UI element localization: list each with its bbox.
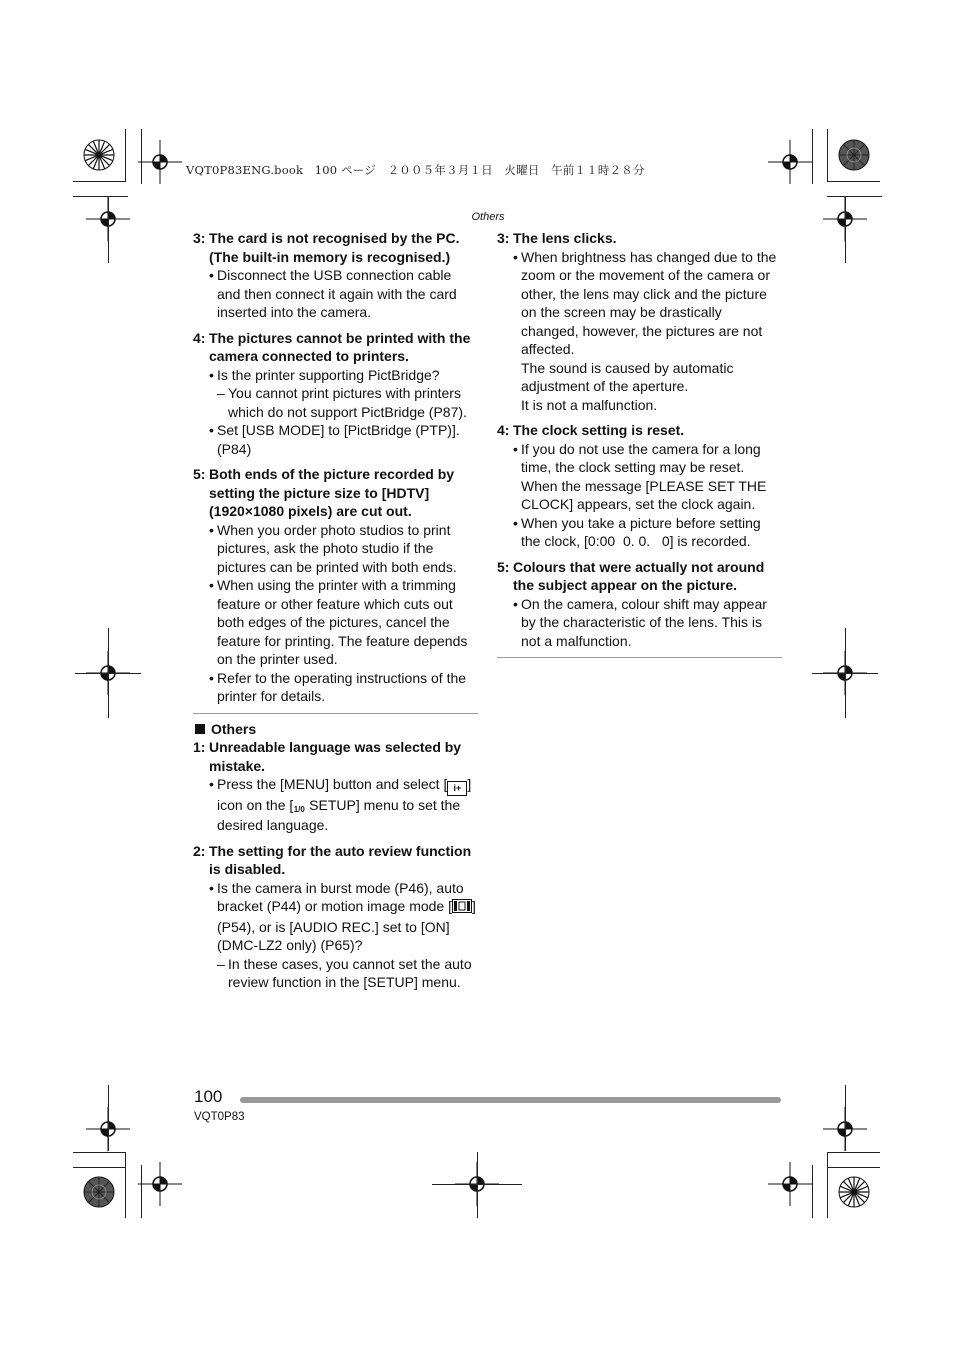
crop-line — [108, 628, 109, 718]
dash-text: In these cases, you cannot set the auto review function in the [SETUP] menu. — [228, 955, 472, 990]
motion-image-icon — [452, 899, 472, 918]
registration-target-icon — [138, 1162, 182, 1206]
bullet-mark: • — [209, 879, 214, 896]
crop-line — [827, 181, 880, 182]
crop-line — [845, 628, 846, 718]
model-code: VQT0P83 — [194, 1111, 245, 1123]
setup-icon: 1/0 — [293, 805, 305, 814]
bullet-text-part: Press the [MENU] button and select [ — [217, 776, 448, 792]
dash-text: You cannot print pictures with printers which do not support PictBridge (P87). — [228, 385, 467, 420]
question-heading — [497, 421, 782, 440]
sunburst-disc-icon — [83, 139, 115, 171]
bullet-item — [497, 514, 782, 551]
bullet-item — [497, 595, 782, 651]
crop-line — [812, 1165, 813, 1218]
question-number: 5: — [497, 558, 510, 575]
bullet-text: When you order photo studios to print pictures, ask the photo studio if the pictures can be printed with both ends. — [217, 521, 457, 575]
grey-disc-icon — [838, 139, 870, 171]
question-heading — [497, 558, 782, 595]
bullet-text: When brightness has changed due to the zoom or the movement of the camera or other, the lens may click and the picture on the screen may be drastically changed, however, the pictures are not affected. — [521, 248, 777, 357]
question-title: Unreadable language was selected by mistake. — [209, 739, 462, 774]
question-title: The card is not recognised by the PC. (The built-in memory is recognised.) — [209, 230, 460, 265]
question-number: 5: — [193, 466, 206, 482]
bullet-text: If you do not use the camera for a long time, the clock setting may be reset. When the message [PLEASE SET THE CLOCK] appears, set the clock again. — [521, 440, 767, 512]
bullet-text: When you take a picture before setting the clock, [0:00 0. 0. 0] is recorded. — [521, 514, 765, 549]
crop-line — [845, 197, 846, 263]
bullet-text-part: Is the camera in burst mode (P46), auto bracket (P44) or motion image mode [ — [217, 879, 464, 914]
others-heading — [193, 720, 478, 739]
crop-line — [73, 1167, 126, 1168]
bullet-item — [193, 775, 478, 835]
bullet-mark: • — [209, 366, 214, 383]
question-number: 1: — [193, 739, 206, 755]
crop-line — [845, 1085, 846, 1151]
question-number: 2: — [193, 842, 206, 859]
registration-target-icon — [768, 140, 812, 184]
question-title: The clock setting is reset. — [513, 422, 685, 438]
left-column — [193, 229, 478, 992]
bullet-text — [217, 775, 478, 835]
crop-line — [477, 1152, 478, 1218]
question-title: The pictures cannot be printed with the camera connected to printers. — [209, 329, 471, 364]
bullet-text — [217, 879, 478, 955]
registration-target-icon — [138, 140, 182, 184]
bullet-text: On the camera, colour shift may appear by the characteristic of the lens. This is not a malfunction. — [521, 595, 767, 649]
bullet-mark: • — [513, 248, 518, 265]
bullet-mark: • — [209, 422, 214, 438]
right-column — [497, 229, 782, 664]
bullet-text: Is the printer supporting PictBridge? — [217, 366, 440, 383]
bullet-mark: • — [513, 440, 518, 457]
divider — [193, 713, 478, 714]
question-title: The setting for the auto review function is disabled. — [209, 842, 472, 877]
crop-line — [73, 1152, 126, 1153]
bullet-item — [193, 521, 478, 577]
question-heading — [497, 229, 782, 248]
page-number: 100 — [194, 1087, 223, 1106]
bullet-mark: • — [513, 514, 518, 531]
print-file-info: VQT0P83ENG.book 100 ページ ２００５年３月１日 火曜日 午前１１時２８分 — [186, 163, 645, 177]
bullet-text: When using the printer with a trimming feature or other feature which cuts out both edges of the pictures, cancel the feature for printing. The feature depends on the printer used. — [217, 577, 468, 667]
dash-mark: – — [217, 955, 225, 972]
bullet-item — [497, 248, 782, 359]
question-heading — [193, 738, 478, 775]
question-number: 4: — [193, 329, 206, 346]
crop-line — [73, 181, 126, 182]
bullet-text: Refer to the operating instructions of the printer for details. — [217, 669, 467, 704]
question-title: Colours that were actually not around the subject appear on the picture. — [513, 558, 765, 593]
question-title: The lens clicks. — [513, 230, 617, 246]
bullet-item — [193, 421, 478, 458]
bullet-mark: • — [209, 267, 214, 283]
bullet-item — [193, 879, 478, 955]
divider — [497, 657, 782, 658]
crop-line — [827, 129, 828, 182]
bullet-text: Set [USB MODE] to [PictBridge (PTP)]. (P84) — [217, 422, 460, 457]
crop-line — [125, 1152, 126, 1218]
crop-line — [827, 1167, 880, 1168]
bullet-mark: • — [209, 521, 214, 538]
registration-target-icon — [768, 1162, 812, 1206]
sunburst-disc-icon — [838, 1176, 870, 1208]
dash-mark: – — [217, 385, 225, 401]
crop-line — [108, 1085, 109, 1151]
bullet-item — [193, 669, 478, 706]
bullet-mark: • — [209, 669, 214, 686]
question-title: Both ends of the picture recorded by setting the picture size to [HDTV] (1920×1080 pixels) are cut out. — [209, 466, 455, 519]
crop-line — [827, 1152, 880, 1153]
bullet-text-part: ] icon on the [ — [217, 776, 472, 813]
crop-line — [108, 197, 109, 263]
crop-line — [125, 129, 126, 182]
paragraph: It is not a malfunction. — [521, 396, 658, 413]
section-title: Others — [471, 211, 505, 223]
question-number: 3: — [497, 230, 510, 246]
dash-item — [193, 384, 478, 421]
bullet-text: Disconnect the USB connection cable and then connect it again with the card inserted into the camera. — [217, 267, 457, 320]
page-bar — [240, 1097, 781, 1103]
bullet-mark: • — [513, 595, 518, 612]
question-heading — [193, 229, 478, 266]
bullet-item — [193, 366, 478, 385]
bullet-item — [497, 440, 782, 514]
grey-disc-icon — [83, 1176, 115, 1208]
bullet-mark: • — [209, 776, 214, 792]
question-heading — [193, 329, 478, 366]
paragraph: The sound is caused by automatic adjustment of the aperture. — [521, 359, 734, 394]
question-number: 4: — [497, 422, 510, 438]
bullet-item — [193, 266, 478, 322]
bullet-item — [193, 576, 478, 669]
question-heading — [193, 465, 478, 521]
bullet-mark: • — [209, 577, 214, 593]
question-number: 3: — [193, 230, 206, 246]
crop-line — [827, 1152, 828, 1218]
black-square-icon — [195, 724, 205, 734]
crop-line — [812, 129, 813, 184]
language-icon: i+ — [447, 781, 467, 796]
question-heading — [193, 842, 478, 879]
bullet-text-part: ] (P54), or is [AUDIO REC.] set to [ON] (DMC-LZ2 only) (P65)? — [217, 898, 476, 953]
dash-item — [193, 955, 478, 992]
bullet-text-part: SETUP] menu to set the desired language. — [217, 797, 461, 833]
others-heading-text: Others — [211, 720, 257, 737]
